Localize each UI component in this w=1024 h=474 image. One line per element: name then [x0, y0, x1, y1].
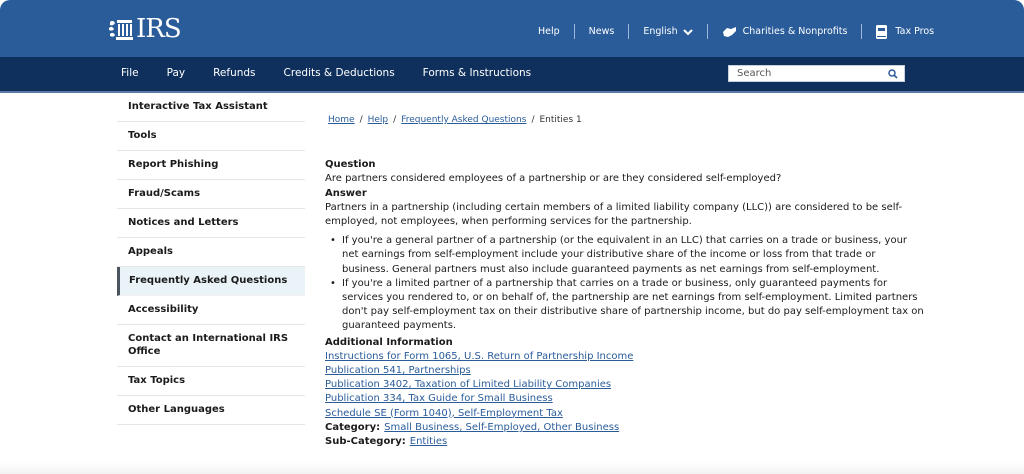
divider: [707, 24, 708, 39]
page-bottom-edge: [0, 462, 1024, 474]
answer-bullets: [342, 234, 925, 333]
charities-link[interactable]: [722, 26, 848, 38]
category-row: [325, 421, 925, 435]
nav-credits-deductions[interactable]: Credits & Deductions: [283, 67, 395, 79]
faq-content: [325, 113, 925, 449]
bullet-general-partner: • If you're a general partner of a partnership (or the equivalent in an LLC) that carries on a trade or business, your net earnings from self-employment include your distributive share of the income or loss from that trade or business. General partners must also include guaranteed payments as net earnings from self-employment.: [342, 234, 925, 277]
sidebar-item-contact-international[interactable]: Contact an International IRS Office: [117, 325, 305, 367]
irs-eagle-seal-icon: [108, 16, 134, 42]
top-utility-bar: [0, 0, 1024, 57]
charities-label: Charities & Nonprofits: [742, 26, 848, 37]
irs-logo[interactable]: [108, 14, 181, 44]
sidebar-item-fraud-scams[interactable]: Fraud/Scams: [117, 180, 305, 209]
link-form-1065[interactable]: Instructions for Form 1065, U.S. Return of Partnership Income: [325, 350, 634, 362]
link-schedule-se[interactable]: Schedule SE (Form 1040), Self-Employment Tax: [325, 407, 563, 419]
subcategory-row: [325, 435, 925, 449]
question-text: Are partners considered employees of a partnership or are they considered self-employed?: [325, 173, 782, 185]
nav-file[interactable]: File: [121, 67, 139, 79]
subcategory-label: Sub-Category:: [325, 436, 406, 448]
breadcrumb-faq[interactable]: Frequently Asked Questions: [401, 115, 527, 125]
link-pub-3402[interactable]: Publication 3402, Taxation of Limited Liability Companies: [325, 379, 612, 391]
sidebar-item-notices-letters[interactable]: Notices and Letters: [117, 209, 305, 238]
additional-info-label: Additional Information: [325, 336, 453, 348]
sidebar-item-accessibility[interactable]: Accessibility: [117, 296, 305, 325]
answer-text: Partners in a partnership (including certain members of a limited liability company (LLC)) are considered to be self-employed, not employees, when performing services for the partnership.: [325, 201, 903, 228]
tax-pros-label: Tax Pros: [895, 26, 935, 37]
main-nav: [0, 57, 1024, 93]
link-pub-334[interactable]: Publication 334, Tax Guide for Small Business: [325, 393, 553, 405]
sidebar-nav: [117, 93, 305, 425]
language-label: English: [643, 26, 678, 37]
divider: [628, 24, 629, 39]
sidebar-item-tools[interactable]: Tools: [117, 122, 305, 151]
search-icon[interactable]: [888, 69, 898, 79]
sidebar-item-interactive-tax-assistant[interactable]: Interactive Tax Assistant: [117, 93, 305, 122]
breadcrumb: Home / Help / Frequently Asked Questions / Entities 1: [328, 115, 582, 125]
search-box: [728, 65, 905, 82]
nav-pay[interactable]: Pay: [166, 67, 186, 79]
divider: [861, 24, 862, 39]
sidebar-item-appeals[interactable]: Appeals: [117, 238, 305, 267]
chevron-down-icon: [683, 28, 693, 36]
handshake-icon: [722, 26, 737, 38]
logo-text: IRS: [136, 14, 181, 44]
breadcrumb-home[interactable]: Home: [328, 115, 355, 125]
breadcrumb-current: Entities 1: [539, 115, 582, 125]
language-selector[interactable]: [643, 26, 692, 37]
category-label: Category:: [325, 421, 381, 433]
sidebar-item-tax-topics[interactable]: Tax Topics: [117, 367, 305, 396]
subcategory-link[interactable]: Entities: [409, 436, 448, 448]
sidebar-item-other-languages[interactable]: Other Languages: [117, 396, 305, 425]
utility-nav: [538, 24, 934, 39]
sidebar-item-faq[interactable]: Frequently Asked Questions: [117, 267, 305, 296]
search-input[interactable]: [737, 68, 888, 79]
question-label: Question: [325, 159, 376, 171]
tax-pros-link[interactable]: [876, 25, 934, 39]
sidebar-item-report-phishing[interactable]: Report Phishing: [117, 151, 305, 180]
nav-refunds[interactable]: Refunds: [213, 67, 256, 79]
bullet-limited-partner: • If you're a limited partner of a partnership that carries on a trade or business, only guaranteed payments for services you rendered to, or on behalf of, the partnership are net earnings from self-employment. Limited partners don't pay self-employment tax on their distributive share of partnership income, but do pay self-employment tax on guaranteed payments.: [342, 277, 925, 334]
nav-forms-instructions[interactable]: Forms & Instructions: [422, 67, 532, 79]
answer-label: Answer: [325, 187, 367, 199]
news-link[interactable]: News: [588, 26, 615, 37]
category-link[interactable]: Small Business, Self-Employed, Other Business: [384, 421, 620, 433]
divider: [574, 24, 575, 39]
help-link[interactable]: Help: [538, 26, 560, 37]
breadcrumb-help[interactable]: Help: [367, 115, 389, 125]
book-icon: [876, 25, 887, 39]
link-pub-541[interactable]: Publication 541, Partnerships: [325, 365, 471, 377]
